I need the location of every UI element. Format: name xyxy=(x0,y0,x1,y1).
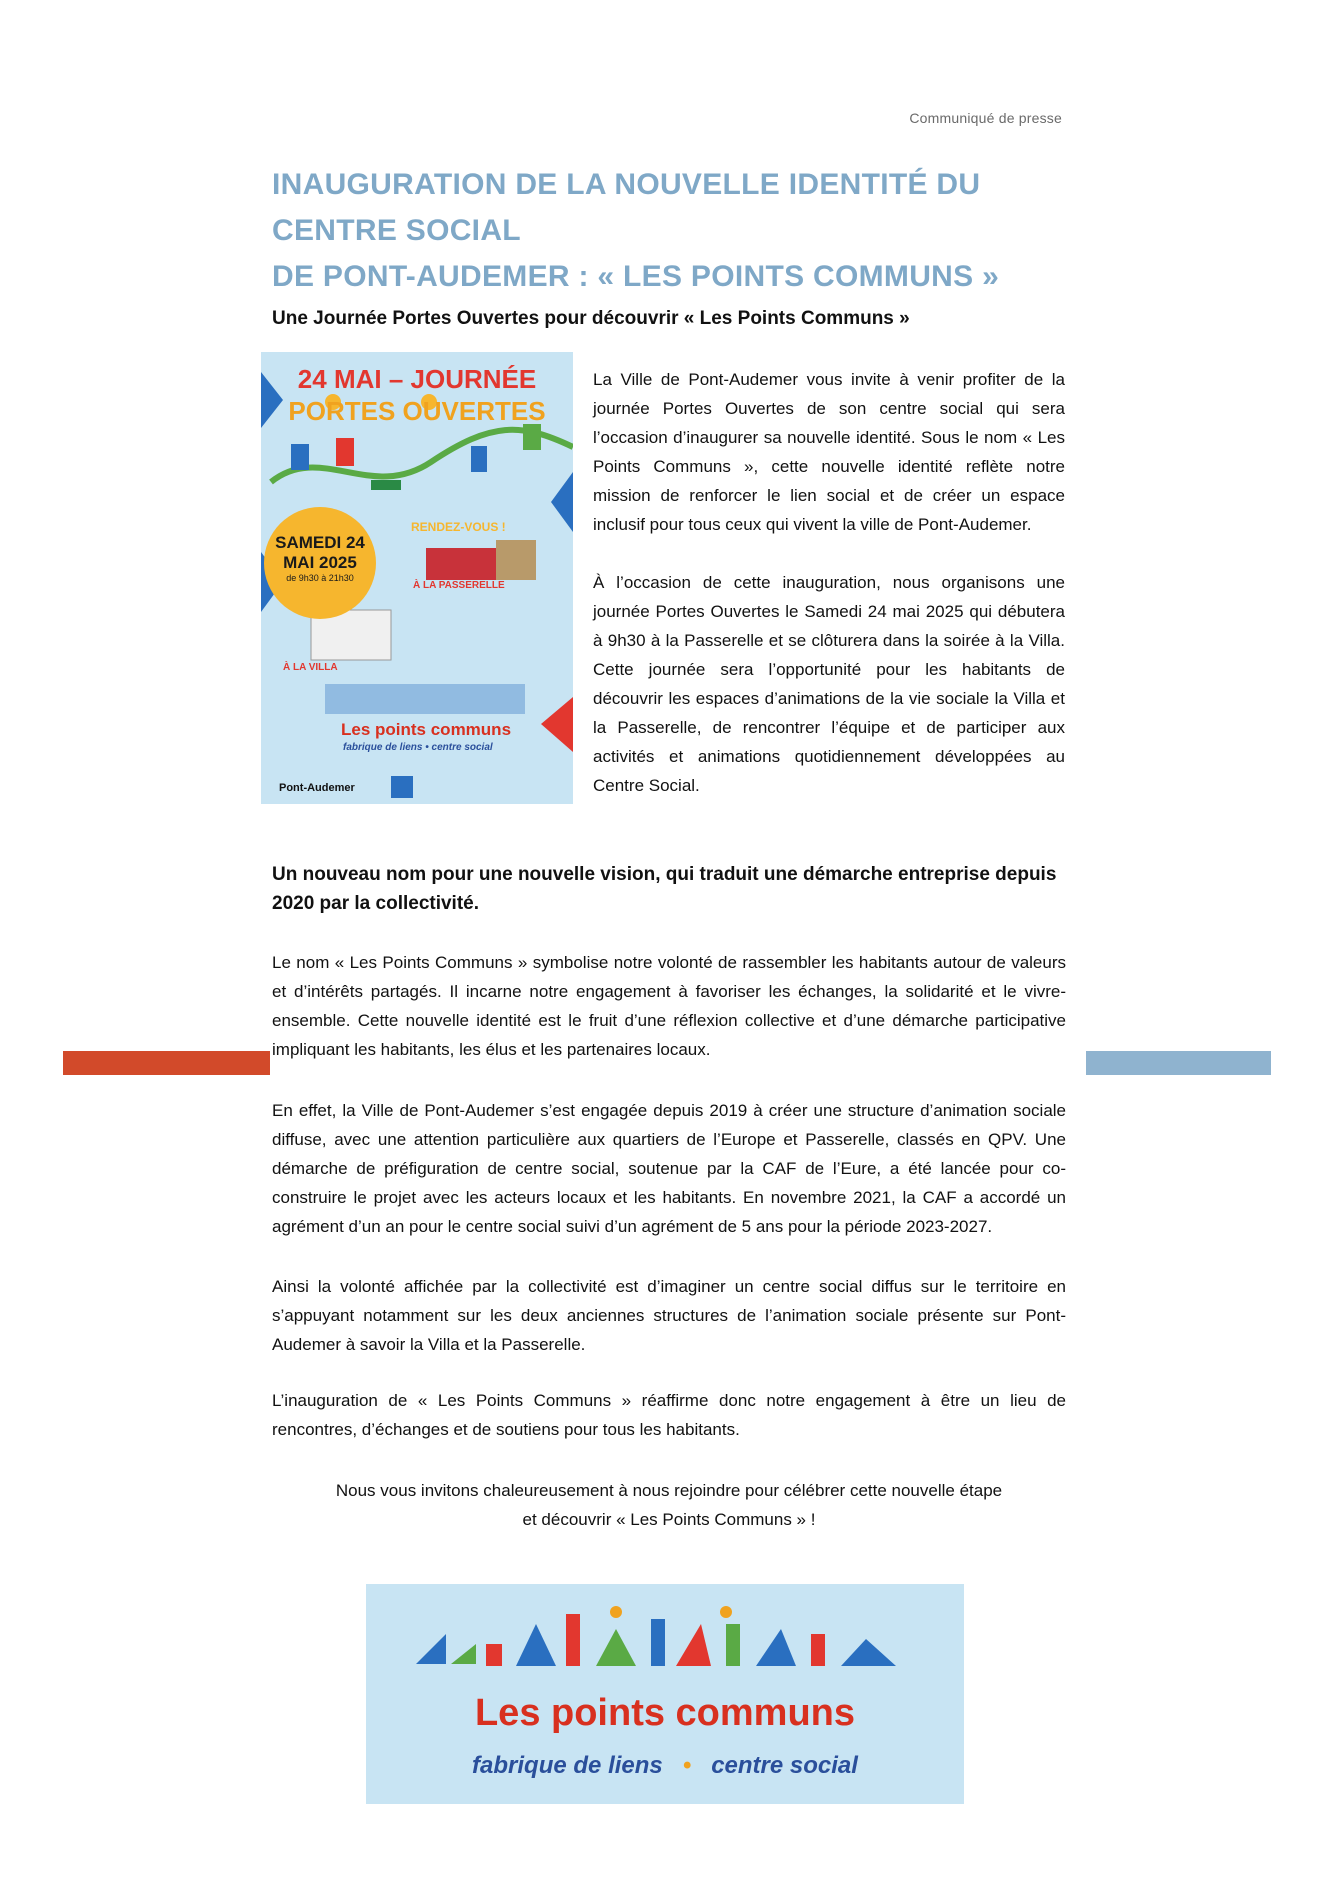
poster-hours: de 9h30 à 21h30 xyxy=(286,573,354,583)
logo-shape-7 xyxy=(651,1619,665,1666)
section1-paragraph-1: La Ville de Pont-Audemer vous invite à venir profiter de la journée Portes Ouvertes de son centre social qui sera l’occasion d’inaugurer sa nouvelle identité. Sous le nom « Les Points Communs », cette nouvelle identité reflète notre mission de renforcer le lien social et de créer un espace inclusif pour tous ceux qui vivent la ville de Pont-Audemer. xyxy=(593,370,1065,534)
closing-text xyxy=(272,1476,1066,1534)
closing-line-1: Nous vous invitons chaleureusement à nous rejoindre pour célébrer cette nouvelle étape xyxy=(335,1481,1003,1500)
logo-tagline-left: fabrique de liens xyxy=(472,1752,663,1779)
page-title xyxy=(272,162,1092,300)
poster-brand: Les points communs xyxy=(341,720,512,739)
poster-figure-1 xyxy=(291,444,309,470)
logo-shape-1 xyxy=(416,1634,446,1664)
blue-accent-bar xyxy=(1086,1051,1271,1075)
poster-date-circle xyxy=(264,507,376,619)
poster-tagline: fabrique de liens • centre social xyxy=(343,742,493,753)
logo-shape-6 xyxy=(596,1629,636,1666)
event-poster xyxy=(261,352,573,804)
logo-shape-8 xyxy=(676,1624,711,1666)
section1-paragraph-2: À l’occasion de cette inauguration, nous organisons une journée Portes Ouvertes le Samedi 24 mai 2025 qui débutera à 9h30 à la Passerelle et se clôturera dans la soirée à la Villa. Cette journée sera l’opportunité pour les habitants de découvrir les espaces d’animations de la vie sociale la Villa et la Passerelle, de rencontrer l’équipe et de participer aux activités et animations quotidiennement développées au Centre Social. xyxy=(593,573,1065,795)
logo-tagline xyxy=(366,1752,964,1780)
closing-line-2: et découvrir « Les Points Communs » ! xyxy=(522,1510,816,1529)
logo-shape-2 xyxy=(451,1644,476,1664)
poster-passerelle-building xyxy=(426,548,496,580)
section2-paragraph-3: Ainsi la volonté affichée par la collectivité est d’imaginer un centre social diffus sur le territoire en s’appuyant notamment sur les deux anciennes structures de l’animation sociale présente sur Pont-Audemer à savoir la Villa et la Passerelle. xyxy=(272,1277,1066,1354)
logo-shape-3 xyxy=(486,1644,502,1666)
logo-shape-5 xyxy=(566,1614,580,1666)
poster-caf-logo xyxy=(391,776,413,798)
poster-line-1: 24 MAI – JOURNÉE xyxy=(297,364,537,394)
logo-shape-9 xyxy=(726,1624,740,1666)
logo-tangram-figures xyxy=(366,1584,964,1694)
section2-paragraph-1: Le nom « Les Points Communs » symbolise notre volonté de rassembler les habitants autour de valeurs et d’intérêts partagés. Il incarne notre engagement à favoriser les échanges, la solidarité et le vivre-ensemble. Cette nouvelle identité est le fruit d’une réflexion collective et d’une démarche participative impliquant les habitants, les élus et les partenaires locaux. xyxy=(272,953,1066,1059)
poster-date-line-1: SAMEDI 24 xyxy=(275,533,365,552)
poster-passerelle-annex xyxy=(496,540,536,580)
poster-red-triangle xyxy=(541,697,573,752)
poster-passerelle: À LA PASSERELLE xyxy=(413,580,505,591)
poster-city: Pont-Audemer xyxy=(279,782,355,794)
logo-dot-2 xyxy=(720,1606,732,1618)
title-line-1: INAUGURATION DE LA NOUVELLE IDENTITÉ DU CENTRE SOCIAL xyxy=(272,168,981,247)
poster-figure-3 xyxy=(371,480,401,490)
logo-separator-dot: • xyxy=(669,1752,705,1779)
section2-heading: Un nouveau nom pour une nouvelle vision, qui traduit une démarche entreprise depuis 2020 par la collectivité. xyxy=(272,864,1057,914)
logo-shape-10 xyxy=(756,1629,796,1666)
poster-line-2: PORTES OUVERTES xyxy=(288,396,546,426)
poster-blue-triangle-right xyxy=(551,472,573,532)
logo-name: Les points communs xyxy=(474,1692,856,1734)
poster-rendezvous: RENDEZ-VOUS ! xyxy=(411,520,506,534)
logo-shape-11 xyxy=(811,1634,825,1666)
title-line-2: DE PONT-AUDEMER : « LES POINTS COMMUNS » xyxy=(272,260,1000,293)
logo-tagline-right: centre social xyxy=(711,1752,858,1779)
press-label: Communiqué de presse xyxy=(909,110,1062,126)
poster-villa: À LA VILLA xyxy=(283,662,338,673)
poster-date-line-2: MAI 2025 xyxy=(283,553,357,572)
logo-shape-12 xyxy=(841,1639,896,1666)
brand-logo xyxy=(366,1584,964,1804)
poster-figure-4 xyxy=(471,446,487,472)
section2-paragraph-4: L’inauguration de « Les Points Communs » réaffirme donc notre engagement à être un lieu de rencontres, d’échanges et de soutiens pour tous les habitants. xyxy=(272,1391,1066,1439)
red-accent-bar xyxy=(63,1051,270,1075)
poster-figure-2 xyxy=(336,438,354,466)
section2-paragraph-2: En effet, la Ville de Pont-Audemer s’est engagée depuis 2019 à créer une structure d’animation sociale diffuse, avec une attention particulière aux quartiers de l’Europe et Passerelle, classés en QPV. Une démarche de préfiguration de centre social, soutenue par la CAF de l’Eure, a été lancée pour co-construire le projet avec les acteurs locaux et les habitants. En novembre 2021, la CAF a accordé un agrément d’un an pour le centre social suivi d’un agrément de 5 ans pour la période 2023-2027. xyxy=(272,1101,1066,1236)
poster-figure-5 xyxy=(523,424,541,450)
logo-shape-4 xyxy=(516,1624,556,1666)
poster-tangram-row xyxy=(325,684,525,714)
section1-heading: Une Journée Portes Ouvertes pour découvrir « Les Points Communs » xyxy=(272,308,910,329)
logo-dot-1 xyxy=(610,1606,622,1618)
